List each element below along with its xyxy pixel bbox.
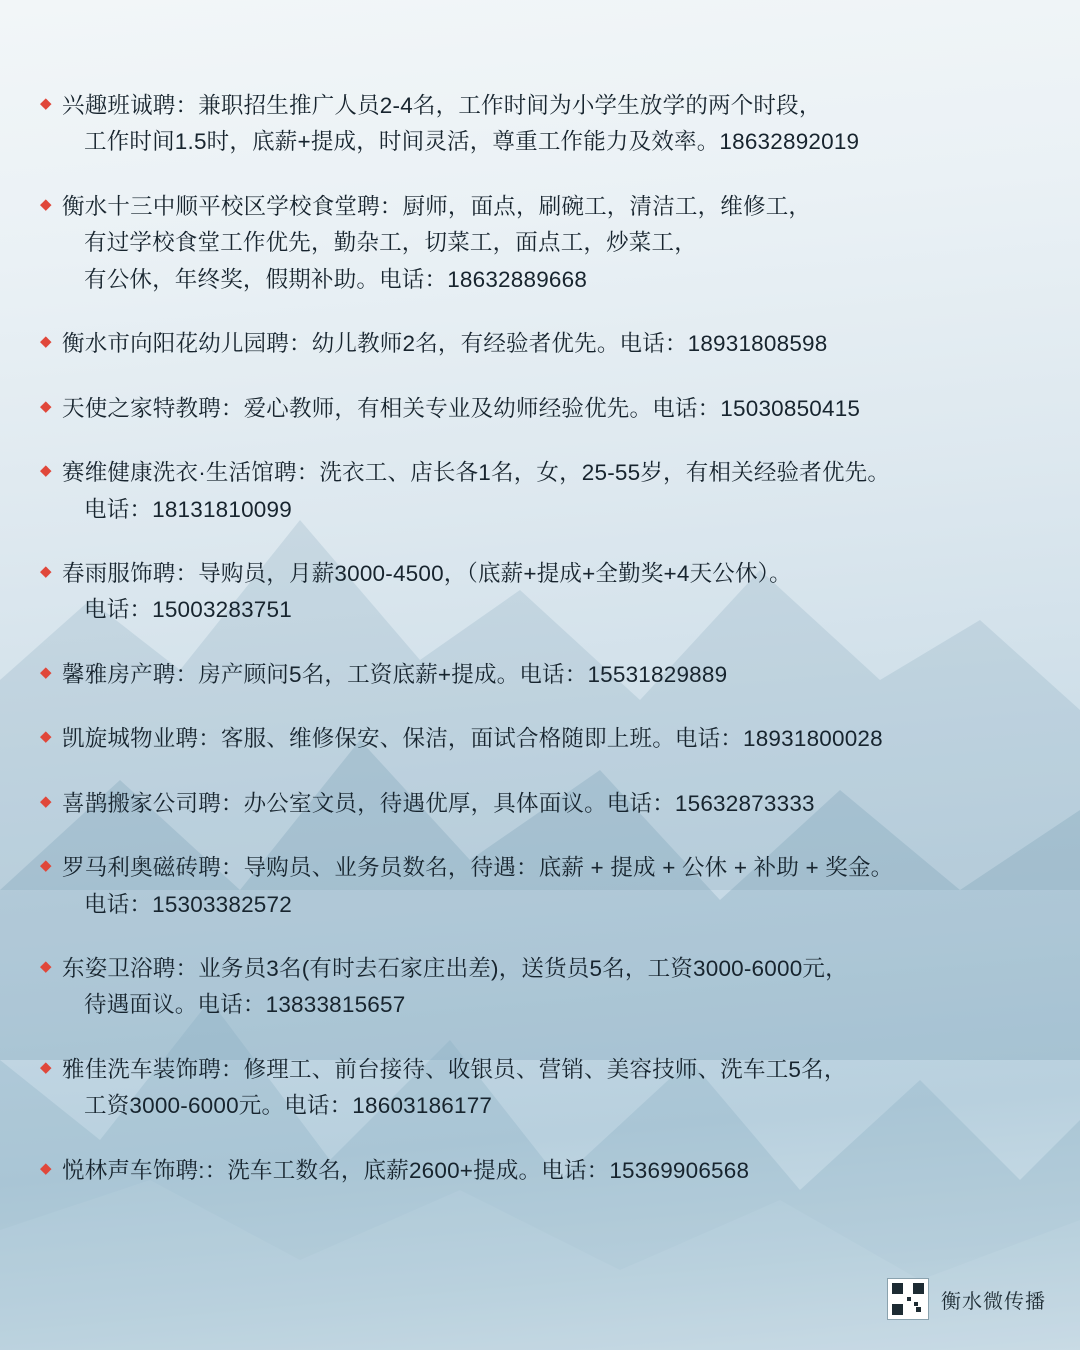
list-item <box>40 455 1040 528</box>
diamond-bullet-icon: ◆ <box>40 663 52 681</box>
entry-line: 衡水十三中顺平校区学校食堂聘：厨师，面点，刷碗工，清洁工，维修工， <box>62 193 812 219</box>
diamond-bullet-icon: ◆ <box>40 333 52 351</box>
entry-line: 悦林声车饰聘:：洗车工数名，底薪2600+提成。电话：15369906568 <box>62 1157 750 1183</box>
diamond-bullet-icon: ◆ <box>40 728 52 746</box>
entry-line: 喜鹊搬家公司聘：办公室文员，待遇优厚，具体面议。电话：15632873333 <box>62 790 815 816</box>
diamond-bullet-icon: ◆ <box>40 1159 52 1177</box>
diamond-bullet-icon: ◆ <box>40 195 52 213</box>
list-item <box>40 189 1040 298</box>
list-item <box>40 721 1040 757</box>
entry-line: 馨雅房产聘：房产顾问5名，工资底薪+提成。电话：15531829889 <box>62 661 728 687</box>
list-item <box>40 391 1040 427</box>
entry-line: 工资3000-6000元。电话：18603186177 <box>84 1093 493 1119</box>
entry-line: 衡水市向阳花幼儿园聘：幼儿教师2名，有经验者优先。电话：18931808598 <box>62 331 828 357</box>
diamond-bullet-icon: ◆ <box>40 95 52 112</box>
entry-line: 电话：15003283751 <box>84 597 292 623</box>
list-item <box>40 657 1040 693</box>
footer-branding <box>887 1278 1046 1320</box>
diamond-bullet-icon: ◆ <box>40 1058 52 1076</box>
list-item <box>40 786 1040 822</box>
list-item <box>40 1052 1040 1125</box>
diamond-bullet-icon: ◆ <box>40 397 52 415</box>
diamond-bullet-icon: ◆ <box>40 857 52 875</box>
list-item <box>40 1153 1040 1189</box>
diamond-bullet-icon: ◆ <box>40 958 52 975</box>
entry-line: 工作时间1.5时，底薪+提成，时间灵活，尊重工作能力及效率。18632892019 <box>84 129 860 155</box>
list-item <box>40 951 1040 1024</box>
account-name: 衡水微传播 <box>941 1290 1046 1313</box>
entry-line: 兴趣班诚聘：兼职招生推广人员2-4名，工作时间为小学生放学的两个时段， <box>62 93 822 118</box>
list-item <box>40 326 1040 362</box>
entry-line: 天使之家特教聘：爱心教师，有相关专业及幼师经验优先。电话：15030850415 <box>62 395 861 421</box>
entry-line: 春雨服饰聘：导购员，月薪3000-4500，（底薪+提成+全勤奖+4天公休）。 <box>62 560 792 586</box>
list-item <box>40 88 1040 161</box>
list-item <box>40 850 1040 923</box>
entry-line: 待遇面议。电话：13833815657 <box>84 992 406 1018</box>
entry-line: 赛维健康洗衣·生活馆聘：洗衣工、店长各1名，女，25-55岁，有相关经验者优先。 <box>62 460 891 486</box>
entry-line: 电话：18131810099 <box>84 496 292 522</box>
list-item <box>40 556 1040 629</box>
entry-line: 罗马利奥磁砖聘：导购员、业务员数名，待遇：底薪 + 提成 + 公休 + 补助 + 奖金。 <box>62 855 894 881</box>
entry-line: 雅佳洗车装饰聘：修理工、前台接待、收银员、营销、美容技师、洗车工5名， <box>62 1056 847 1082</box>
diamond-bullet-icon: ◆ <box>40 462 52 480</box>
entry-line: 有过学校食堂工作优先，勤杂工，切菜工，面点工，炒菜工， <box>84 230 697 256</box>
entry-line: 有公休，年终奖，假期补助。电话：18632889668 <box>84 266 588 292</box>
diamond-bullet-icon: ◆ <box>40 562 52 580</box>
diamond-bullet-icon: ◆ <box>40 792 52 810</box>
entry-line: 东姿卫浴聘：业务员3名(有时去石家庄出差)，送货员5名，工资3000-6000元， <box>62 956 848 981</box>
entry-line: 凯旋城物业聘：客服、维修保安、保洁，面试合格随即上班。电话：18931800028 <box>62 726 883 752</box>
qr-code-icon[interactable] <box>887 1278 929 1320</box>
entry-line: 电话：15303382572 <box>84 891 292 917</box>
